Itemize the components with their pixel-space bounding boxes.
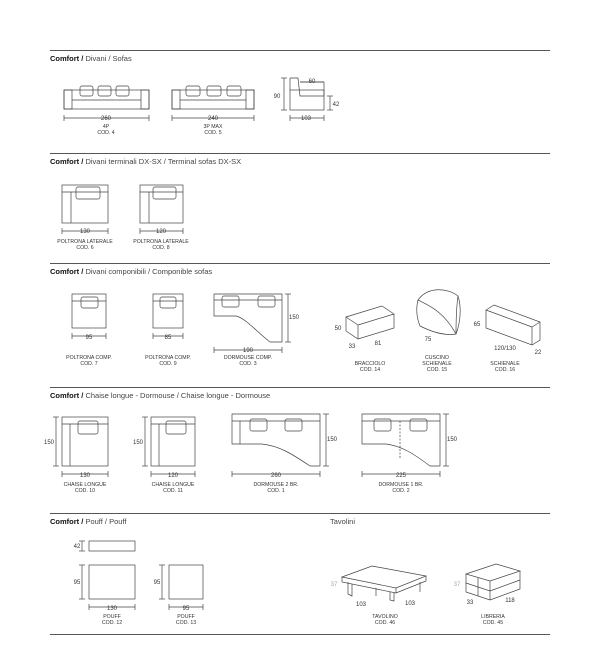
- dormouse-2br-width: 260: [270, 473, 282, 479]
- dormouse-2br-depth: 150: [326, 437, 338, 443]
- sofa-arm-height: 42: [332, 102, 340, 108]
- bracciolo-length: 81: [374, 341, 382, 347]
- pouff-13-drawing: [159, 565, 203, 610]
- dormouse-comp-depth: 150: [288, 315, 300, 321]
- poltrona-8-width: 120: [155, 229, 167, 235]
- product-label-libreria: LIBRERIA COD. 45: [481, 614, 505, 626]
- section-heading-pouff: Comfort / Pouff / Pouff: [50, 517, 127, 526]
- chaise-10-depth: 150: [43, 440, 55, 446]
- section-heading-componible-sofas: Comfort / Divani componibili / Componible sofas: [50, 267, 213, 276]
- product-label-pouff-12: POUFF COD. 12: [101, 614, 123, 626]
- tavolino-depth: 103: [355, 602, 367, 608]
- sofa-seat-depth: 60: [308, 79, 316, 85]
- schienale-depth: 22: [534, 350, 542, 356]
- product-label-schienale: SCHIENALE COD. 16: [490, 361, 520, 373]
- section-heading-chaise-longue: Comfort / Chaise longue - Dormouse / Chaise longue - Dormouse: [50, 391, 271, 400]
- dormouse-comp-drawing: [214, 294, 291, 353]
- dormouse-2br-drawing: [232, 414, 329, 477]
- poltrona-laterale-6-drawing: [62, 185, 108, 234]
- schienale-width: 120/130: [494, 346, 516, 352]
- pouff-12-depth: 95: [73, 580, 81, 586]
- dormouse-1br-width: 225: [395, 473, 407, 479]
- chaise-longue-10-drawing: [53, 417, 108, 477]
- product-label-dormouse-comp: DORMOUSE COMP. COD. 3: [223, 355, 273, 367]
- product-label-poltrona-comp-9: POLTRONA COMP. COD. 9: [145, 355, 191, 367]
- section-heading-tavolini: Tavolini: [330, 517, 356, 526]
- sofa-3pmax-width: 240: [207, 116, 219, 122]
- poltrona-comp-9-width: 85: [164, 335, 172, 341]
- poltrona-comp-9-drawing: [153, 294, 183, 339]
- product-label-chaise-11: CHAISE LONGUE COD. 11: [151, 482, 195, 494]
- schienale-height: 65: [473, 322, 481, 328]
- bracciolo-drawing: [346, 306, 394, 339]
- dormouse-1br-depth: 150: [446, 437, 458, 443]
- bracciolo-height: 50: [334, 326, 342, 332]
- cuscino-schienale-drawing: [417, 290, 460, 335]
- libreria-height: 37: [453, 582, 461, 588]
- chaise-11-depth: 150: [132, 440, 144, 446]
- product-label-cuscino: CUSCINO SCHIENALE COD. 15: [422, 355, 452, 373]
- sofa-4p-width: 260: [100, 116, 112, 122]
- cuscino-height: 75: [424, 337, 432, 343]
- product-label-chaise-10: CHAISE LONGUE COD. 10: [63, 482, 107, 494]
- pouff-12-top-drawing: [79, 565, 135, 610]
- poltrona-comp-7-width: 95: [85, 335, 93, 341]
- product-label-sofa-3pmax: 3P MAX COD. 5: [203, 124, 223, 136]
- section-heading-sofas: Comfort / Divani / Sofas: [50, 54, 132, 63]
- pouff-12-height: 42: [73, 544, 81, 550]
- pouff-13-width: 95: [182, 606, 190, 612]
- tavolino-height: 37: [330, 582, 338, 588]
- dormouse-1br-drawing: [362, 414, 449, 477]
- product-label-dormouse-2br: DORMOUSE 2 BR. COD. 1: [253, 482, 299, 494]
- sofa-depth: 103: [300, 116, 312, 122]
- sofa-side-view-drawing: [281, 78, 333, 121]
- product-label-bracciolo: BRACCIOLO COD. 14: [354, 361, 386, 373]
- product-label-sofa-4p: 4P COD. 4: [97, 124, 115, 136]
- dormouse-comp-width: 190: [242, 348, 254, 354]
- poltrona-6-width: 130: [79, 229, 91, 235]
- bracciolo-depth: 33: [348, 344, 356, 350]
- product-label-poltrona-6: POLTRONA LATERALE COD. 6: [57, 239, 113, 251]
- sofa-height: 90: [273, 94, 281, 100]
- product-label-poltrona-comp-7: POLTRONA COMP. COD. 7: [66, 355, 112, 367]
- tavolino-drawing: [342, 566, 426, 601]
- product-label-poltrona-8: POLTRONA LATERALE COD. 8: [133, 239, 189, 251]
- pouff-13-depth: 95: [153, 580, 161, 586]
- poltrona-comp-7-drawing: [72, 294, 106, 339]
- product-label-dormouse-1br: DORMOUSE 1 BR. COD. 2: [378, 482, 424, 494]
- libreria-width: 118: [505, 598, 515, 604]
- product-label-pouff-13: POUFF COD. 13: [175, 614, 197, 626]
- libreria-drawing: [466, 564, 520, 600]
- schienale-drawing: [486, 305, 540, 345]
- poltrona-laterale-8-drawing: [140, 185, 183, 234]
- chaise-longue-11-drawing: [142, 417, 195, 477]
- product-label-tavolino: TAVOLINO COD. 46: [372, 614, 398, 626]
- tavolino-width: 103: [404, 601, 416, 607]
- libreria-depth: 33: [466, 600, 474, 606]
- section-heading-terminal-sofas: Comfort / Divani terminali DX-SX / Terminal sofas DX-SX: [50, 157, 242, 166]
- chaise-11-width: 120: [167, 473, 179, 479]
- pouff-12-side-drawing: [79, 541, 135, 551]
- chaise-10-width: 130: [79, 473, 91, 479]
- pouff-12-width: 130: [106, 606, 118, 612]
